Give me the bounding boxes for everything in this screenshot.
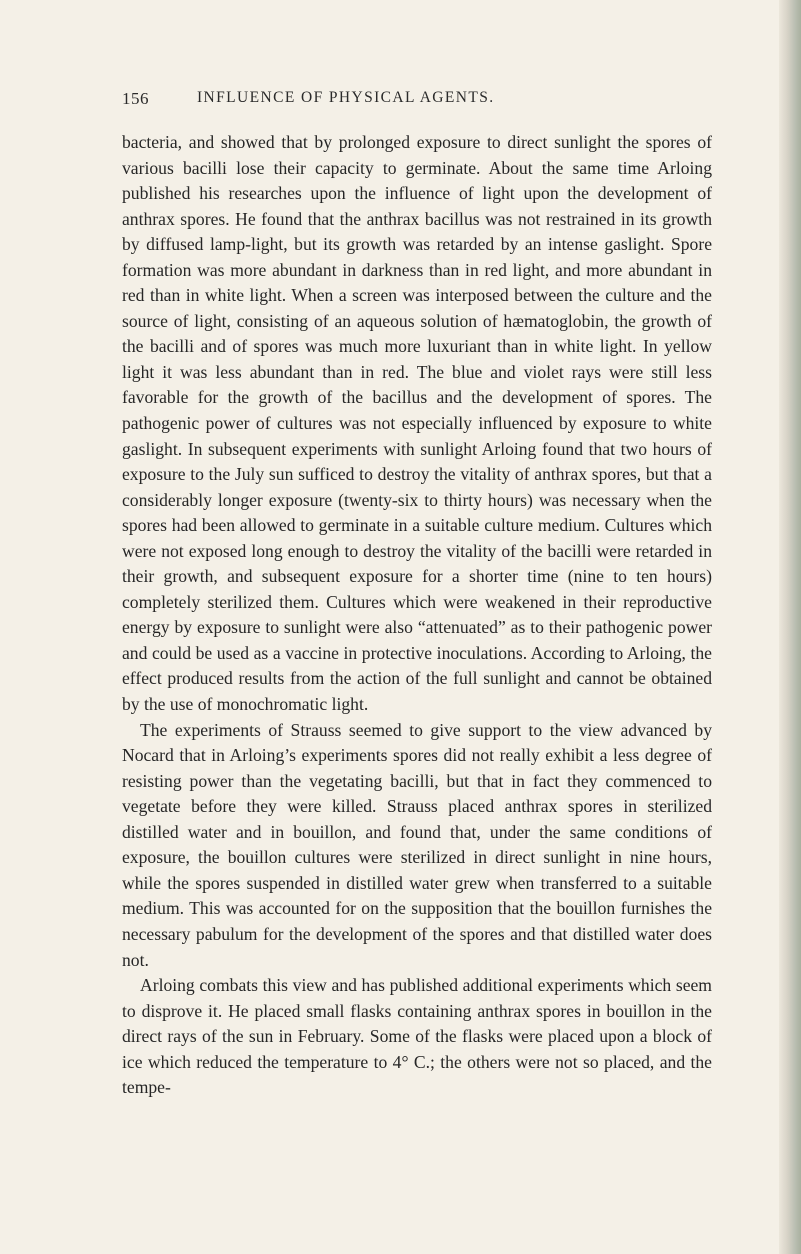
page-number: 156 — [122, 89, 149, 108]
running-head: INFLUENCE OF PHYSICAL AGENTS. — [197, 89, 495, 106]
book-spine-shadow — [779, 0, 801, 1254]
paragraph: The experiments of Strauss seemed to give support to the view advanced by Nocard that in Arloing’s experiments spores did not really exhibit a less degree of resisting power than the vegetating bacilli, but that in fact they commenced to vegetate before they were killed. Strauss placed anthrax spores in sterilized distilled water and in bouillon, and found that, under the same conditions of exposure, the bouillon cultures were sterilized in direct sunlight in nine hours, while the spores suspended in distilled water grew when transferred to a suitable medium. This was accounted for on the supposition that the bouillon furnishes the necessary pabulum for the development of the spores and that distilled water does not. — [122, 719, 712, 970]
paragraph: bacteria, and showed that by prolonged exposure to direct sunlight the spores of various bacilli lose their capacity to germinate. About the same time Arloing published his researches upon the influence of light upon the development of anthrax spores. He found that the anthrax bacillus was not restrained in its growth by diffused lamp-light, but its growth was retarded by an intense gaslight. Spore formation was more abundant in darkness than in red light, and more abundant in red than in white light. When a screen was interposed between the culture and the source of light, consisting of an aqueous solution of hæmatoglobin, the growth of the bacilli and of spores was much more luxuriant than in white light. In yellow light it was less abundant than in red. The blue and violet rays were still less favorable for the growth of the bacillus and the development of spores. The pathogenic power of cultures was not especially influenced by exposure to white gaslight. In subsequent experiments with sunlight Arloing found that two hours of exposure to the July sun sufficed to destroy the vitality of anthrax spores, but that a considerably longer exposure (twenty-six to thirty hours) was necessary when the spores had been allowed to germinate in a suitable culture medium. Cultures which were not exposed long enough to destroy the vitality of the bacilli were retarded in their growth, and subsequent exposure for a shorter time (nine to ten hours) completely sterilized them. Cultures which were weakened in their reproductive energy by exposure to sunlight were also “attenuated” as to their pathogenic power and could be used as a vaccine in protective inoculations. According to Arloing, the effect produced results from the action of the full sunlight and cannot be obtained by the use of monochromatic light. — [122, 132, 712, 715]
paragraph: Arloing combats this view and has published additional experiments which seem to disprove it. He placed small flasks containing anthrax spores in bouillon in the direct rays of the sun in February. Some of the flasks were placed upon a block of ice which reduced the temperature to 4° C.; the others were not so placed, and the tempe- — [122, 975, 712, 1098]
page-body — [122, 130, 712, 1101]
